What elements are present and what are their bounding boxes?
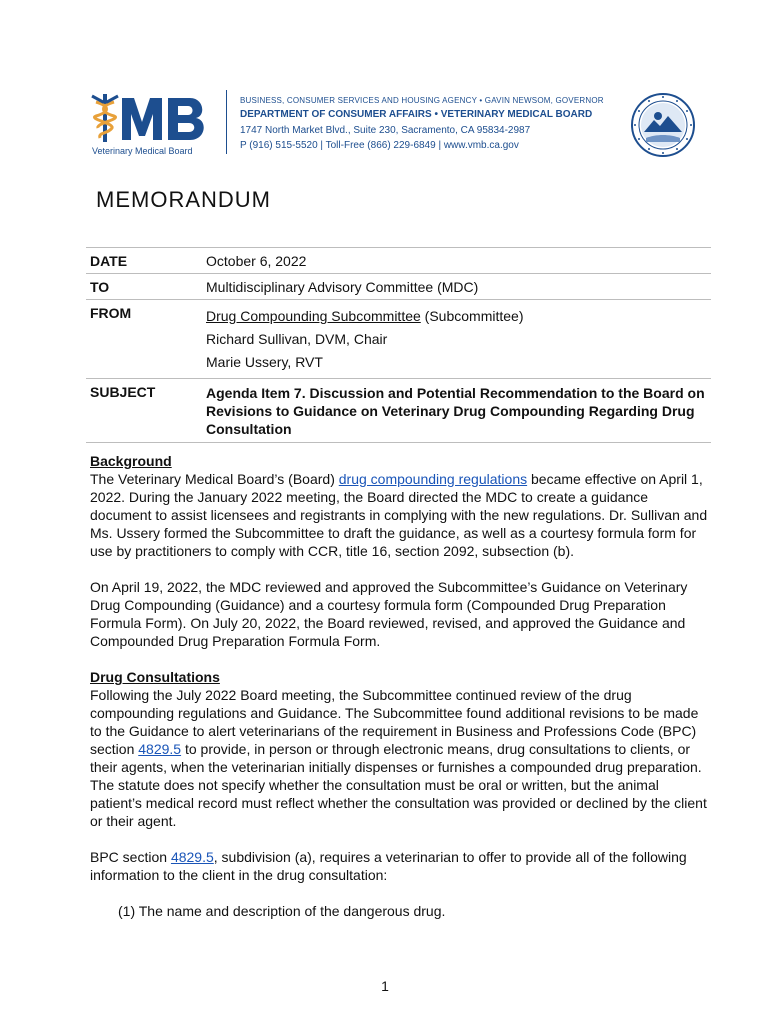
drug-compounding-regulations-link[interactable]: drug compounding regulations	[338, 471, 528, 487]
from-row	[86, 300, 711, 379]
from-line-2: Richard Sullivan, DVM, Chair	[206, 331, 388, 347]
memo-title: MEMORANDUM	[96, 187, 271, 212]
to-value: Multidisciplinary Advisory Committee (MDC)	[202, 274, 711, 300]
memo-header-table	[86, 247, 711, 443]
state-seal-icon	[630, 92, 696, 158]
agency-line: BUSINESS, CONSUMER SERVICES AND HOUSING AGENCY • GAVIN NEWSOM, GOVERNOR	[240, 96, 604, 105]
consultations-p1-text-b: to provide, in person or through electronic means, drug consultations to clients, or their agents, when the veterinarian initially dispenses or furnishes a compounded drug preparation. The statute does not specify whether the consultation must be oral or written, but the animal patient’s medical record must reflect whether the consultation was provided or declined by the client or their agent.	[90, 741, 707, 829]
consultations-paragraph-1	[90, 686, 710, 830]
from-suffix: (Subcommittee)	[420, 308, 524, 324]
date-row	[86, 248, 711, 274]
consultations-p2-text-a: BPC section	[90, 849, 171, 865]
page-number: 1	[381, 978, 389, 994]
consultations-paragraph-2	[90, 848, 710, 884]
memo-body	[90, 452, 710, 938]
logo-caption: Veterinary Medical Board	[92, 146, 193, 156]
from-line-1	[206, 305, 707, 328]
letterhead-divider	[226, 90, 227, 154]
consultation-list-item-1: (1) The name and description of the dangerous drug.	[118, 903, 446, 919]
to-row	[86, 274, 711, 300]
subject-value: Agenda Item 7. Discussion and Potential Recommendation to the Board on Revisions to Guidance on Veterinary Drug Compounding Regarding Drug Consultation	[202, 379, 711, 443]
consultations-p1-text-a: Following the July 2022 Board meeting, the Subcommittee continued review of the drug compounding regulations and Guidance. The Subcommittee found additional revisions to be made to the Guidance to alert veterinarians of the requirement in Business and Professions Code (BPC) section	[90, 687, 699, 757]
subject-label: SUBJECT	[86, 379, 202, 443]
subject-row	[86, 379, 711, 443]
contact-line: P (916) 515-5520 | Toll-Free (866) 229-6849 | www.vmb.ca.gov	[240, 140, 519, 151]
from-line-3: Marie Ussery, RVT	[206, 354, 323, 370]
background-paragraph-2: On April 19, 2022, the MDC reviewed and approved the Subcommittee’s Guidance on Veterinary Drug Compounding (Guidance) and a courtesy formula form (Compounded Drug Preparation Formula Form). On July 20, 2022, the Board reviewed, revised, and approved the Guidance and Compounded Drug Preparation Formula Form.	[90, 579, 688, 649]
bpc-4829-5-link[interactable]: 4829.5	[138, 741, 182, 757]
background-p1-text-b: became effective on April 1, 2022. During the January 2022 meeting, the Board directed the MDC to create a guidance document to assist licensees and registrants in complying with the new regulations. Dr. Sullivan and Ms. Ussery formed the Subcommittee to draft the guidance, as well as a courtesy formula form for use by practitioners to comply with CCR, title 16, section 2092, subsection (b).	[90, 471, 708, 559]
address-line: 1747 North Market Blvd., Suite 230, Sacramento, CA 95834-2987	[240, 125, 531, 136]
vmb-logo-mark	[90, 92, 212, 144]
background-p1-text-a: The Veterinary Medical Board’s (Board)	[90, 471, 339, 487]
from-subcommittee-link[interactable]: Drug Compounding Subcommittee	[206, 308, 421, 324]
consultations-p2-text-b: , subdivision (a), requires a veterinarian to offer to provide all of the following information to the client in the drug consultation:	[90, 849, 687, 883]
letterhead	[90, 90, 700, 160]
bpc-4829-5-link-2[interactable]: 4829.5	[170, 849, 214, 865]
date-value: October 6, 2022	[202, 248, 711, 274]
to-label: TO	[86, 274, 202, 300]
drug-consultations-heading: Drug Consultations	[90, 669, 220, 685]
from-value	[202, 300, 711, 379]
from-label: FROM	[86, 300, 202, 379]
department-line: DEPARTMENT OF CONSUMER AFFAIRS • VETERINARY MEDICAL BOARD	[240, 109, 593, 120]
date-label: DATE	[86, 248, 202, 274]
background-heading: Background	[90, 453, 172, 469]
background-paragraph-1	[90, 470, 710, 560]
vmb-logo	[90, 92, 212, 158]
